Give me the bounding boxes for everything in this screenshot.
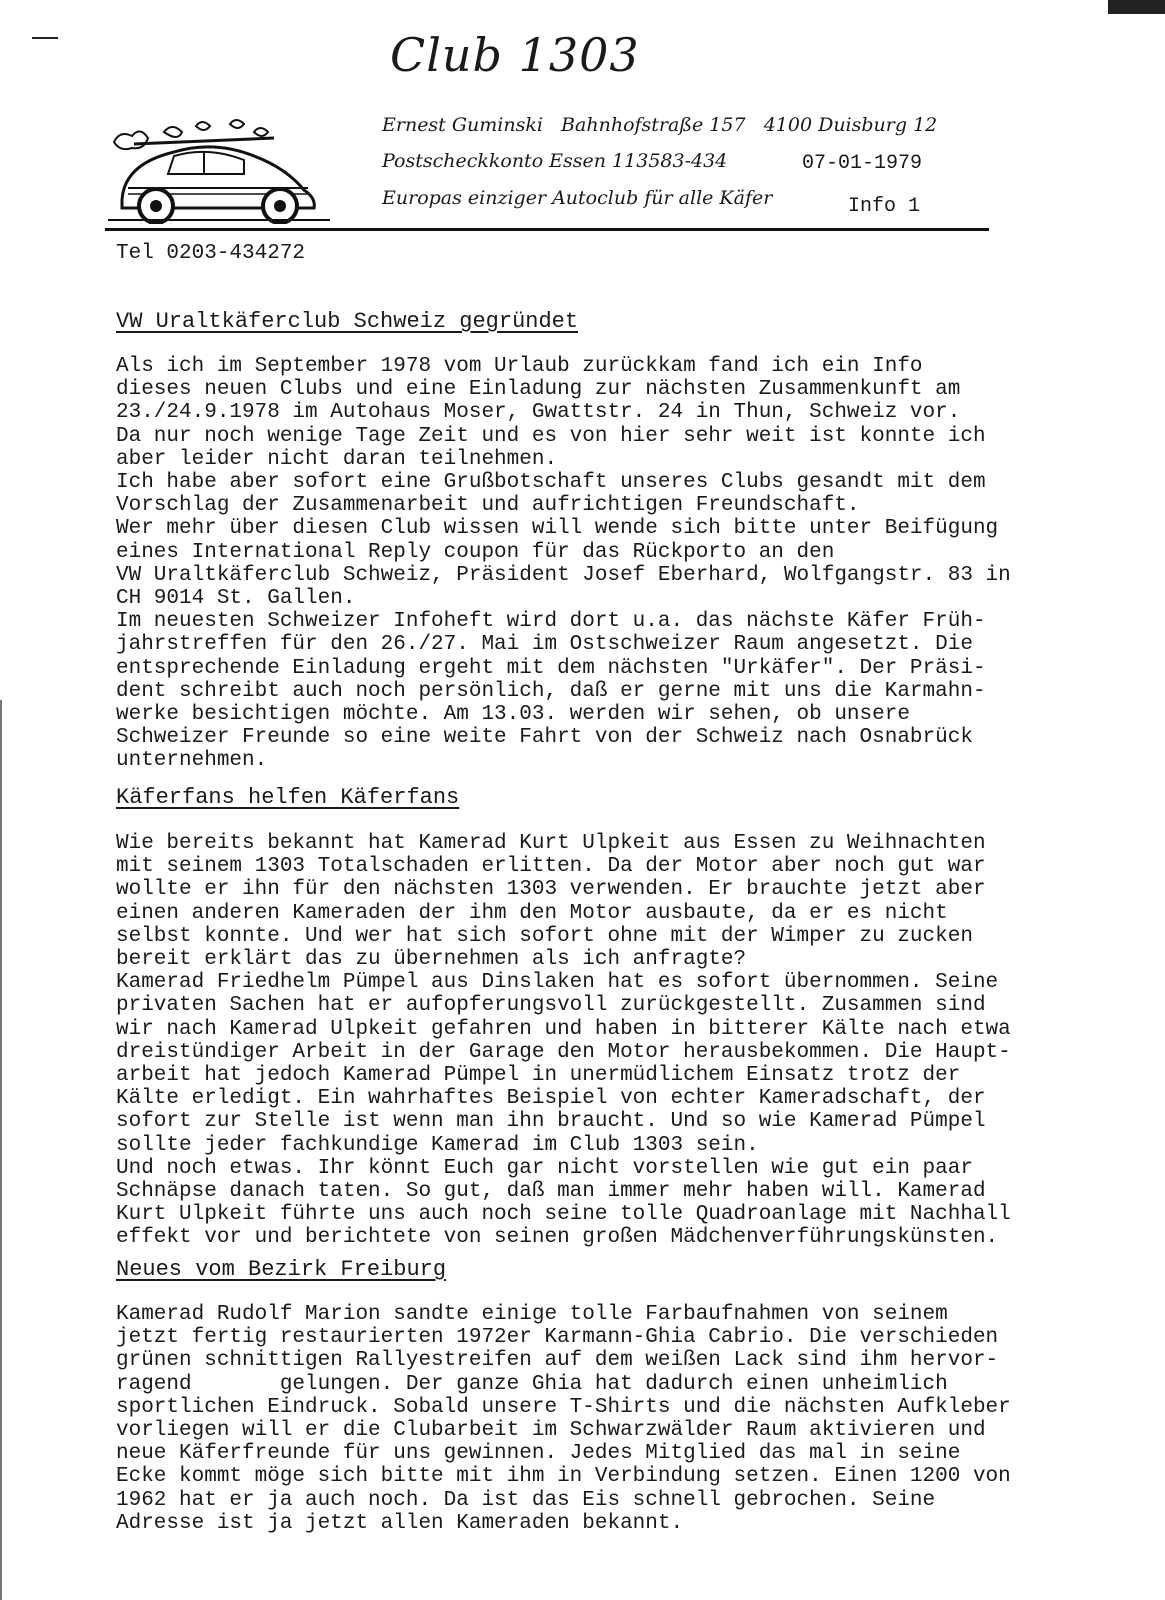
section-body: Wie bereits bekannt hat Kamerad Kurt Ulpkeit aus Essen zu Weihnachten mit seinem 1303 Totalschaden erlitten. Da der Motor aber noch gut war wollte er ihn für den nächsten 1303 verwenden. Er brauchte jetzt aber einen anderen Kameraden der ihm den Motor ausbaute, da er es nicht selbst konnte. Und wer hat sich sofort ohne mit der Wimper zu zucken bereit erklärt das zu übernehmen als ich anfragte? Kamerad Friedhelm Pümpel aus Dinslaken hat es sofort übernommen. Seine privaten Sachen hat er aufopferungsvoll zurückgestellt. Zusammen sind wir nach Kamerad Ulpkeit gefahren und haben in bitterer Kälte nach etwa dreistündiger Arbeit in der Garage den Motor herausbekommen. Die Haupt- arbeit hat jedoch Kamerad Pümpel in unermüdlichem Einsatz trotz der Kälte erledigt. Ein wahrhaftes Beispiel von echter Kameradschaft, der sofort zur Stelle ist wenn man ihn braucht. Und so wie Kamerad Pümpel sollte jeder fachkundige Kamerad im Club 1303 sein. Und noch etwas. Ihr könnt Euch gar nicht vorstellen wie gut ein paar Schnäpse danach taten. So gut, daß man immer mehr haben will. Kamerad Kurt Ulpkeit führte uns auch noch seine tolle Quadroanlage mit Nachhall effekt vor und berichtete von seinen großen Mädchenverführungskünsten. bbox=[116, 832, 1011, 1250]
section-body: Kamerad Rudolf Marion sandte einige tolle Farbaufnahmen von seinem jetzt fertig restaurierten 1972er Karmann-Ghia Cabrio. Die verschieden grünen schnittigen Rallyestreifen auf dem weißen Lack sind ihm hervor- ragend gelungen. Der ganze Ghia hat dadurch einen unheimlich sportlichen Eindruck. Sobald unsere T-Shirts und die nächsten Aufkleber vorliegen will er die Clubarbeit im Schwarzwälder Raum aktivieren und neue Käferfreunde für uns gewinnen. Jedes Mitglied das mal in seine Ecke kommt möge sich bitte mit ihm in Verbindung setzen. Einen 1200 von 1962 hat er ja auch noch. Da ist das Eis schnell gebrochen. Seine Adresse ist ja jetzt allen Kameraden bekannt. bbox=[116, 1303, 1011, 1535]
section-body: Als ich im September 1978 vom Urlaub zurückkam fand ich ein Info dieses neuen Clubs und eine Einladung zur nächsten Zusammenkunft am 23./24.9.1978 im Autohaus Moser, Gwattstr. 24 in Thun, Schweiz vor. Da nur noch wenige Tage Zeit und es von hier sehr weit ist konnte ich aber leider nicht daran teilnehmen. Ich habe aber sofort eine Grußbotschaft unseres Clubs gesandt mit dem Vorschlag der Zusammenarbeit und aufrichtigen Freundschaft. Wer mehr über diesen Club wissen will wende sich bitte unter Beifügung eines International Reply coupon für das Rückporto an den VW Uraltkäferclub Schweiz, Präsident Josef Eberhard, Wolfgangstr. 83 in CH 9014 St. Gallen. Im neuesten Schweizer Infoheft wird dort u.a. das nächste Käfer Früh- jahrstreffen für den 26./27. Mai im Ostschweizer Raum angesetzt. Die entsprechende Einladung ergeht mit dem nächsten "Urkäfer". Der Präsi- dent schreibt auch noch persönlich, daß er gerne mit uns die Karmahn- werke besichtigen möchte. Am 13.03. werden wir sehen, ob unsere Schweizer Freunde so eine weite Fahrt von der Schweiz nach Osnabrück unternehmen. bbox=[116, 355, 1011, 773]
info-number: Info 1 bbox=[848, 195, 921, 218]
letter-date: 07-01-1979 bbox=[802, 152, 923, 175]
account-line: Postscheckkonto Essen 113583-434 bbox=[382, 150, 728, 172]
section-heading: Käferfans helfen Käferfans bbox=[116, 785, 460, 810]
club-title: Club 1303 bbox=[390, 28, 640, 82]
corner-mark bbox=[1108, 0, 1165, 14]
scan-dash bbox=[32, 37, 58, 39]
section-heading: Neues vom Bezirk Freiburg bbox=[116, 1257, 447, 1282]
section-heading: VW Uraltkäferclub Schweiz gegründet bbox=[116, 309, 579, 334]
slogan-line: Europas einziger Autoclub für alle Käfer bbox=[382, 187, 773, 209]
scan-edge bbox=[0, 700, 2, 1600]
beetle-car-logo bbox=[104, 112, 334, 224]
address-line: Ernest Guminski Bahnhofstraße 157 4100 Duisburg 12 bbox=[382, 114, 938, 136]
telephone-number: Tel 0203-434272 bbox=[116, 242, 306, 265]
header-rule bbox=[105, 228, 989, 231]
